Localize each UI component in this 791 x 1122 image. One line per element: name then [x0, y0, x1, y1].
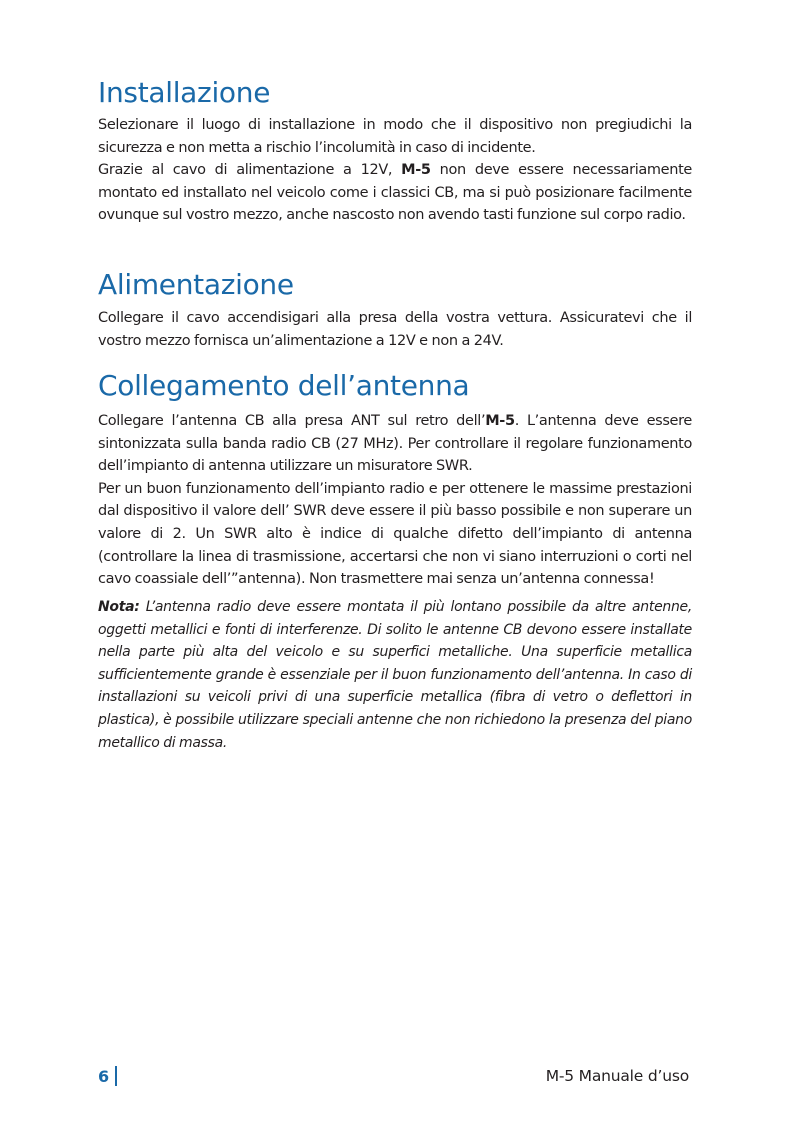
product-name: M-5: [485, 413, 515, 429]
heading-collegamento-antenna: Collegamento dell’antenna: [98, 369, 470, 402]
paragraph-text: non deve essere necessariamente montato ed installato nel veicolo come i classici CB, ma si può posizionare facilmente ovunque sul vostro mezzo, anche nascosto non avendo tasti funzione sul corpo radio.: [98, 162, 692, 224]
paragraph: [98, 307, 692, 352]
paragraph: [98, 478, 692, 591]
heading-installazione: Installazione: [98, 76, 271, 109]
section-installazione-body: [98, 114, 692, 227]
page-number-divider: [115, 1066, 117, 1086]
paragraph-text: Collegare il cavo accendisigari alla presa della vostra vettura. Assicuratevi che il vostro mezzo fornisca un’alimentazione a 12V e non a 24V.: [98, 310, 692, 349]
paragraph: [98, 114, 692, 159]
note-label: Nota:: [98, 599, 140, 615]
note-paragraph: [98, 596, 692, 754]
section-antenna-body: [98, 410, 692, 591]
paragraph: [98, 159, 692, 227]
paragraph: [98, 410, 692, 478]
page-number: [98, 1066, 117, 1086]
page-number-text: 6: [98, 1067, 110, 1086]
paragraph-text: Grazie al cavo di alimentazione a 12V,: [98, 162, 402, 179]
paragraph-text: Selezionare il luogo di installazione in modo che il dispositivo non pregiudichi la sicurezza e non metta a rischio l’incolumità in caso di incidente.: [98, 117, 692, 156]
paragraph-text: . L’antenna deve essere sintonizzata sulla banda radio CB (27 MHz). Per controllare il regolare funzionamento dell’impianto di antenna utilizzare un misuratore SWR.: [98, 413, 692, 475]
paragraph-text: Per un buon funzionamento dell’impianto radio e per ottenere le massime prestazioni dal dispositivo il valore dell’ SWR deve essere il più basso possibile e non superare un valore di 2. Un SWR alto è indice di qualche difetto dell’impianto di antenna (controllare la linea di trasmissione, accertarsi che non vi siano interruzioni o corti nel cavo coassiale dell’”antenna). Non trasmettere mai senza un’antenna connessa!: [98, 480, 692, 588]
heading-alimentazione: Alimentazione: [98, 268, 294, 301]
section-alimentazione-body: [98, 307, 692, 352]
product-name: M-5: [401, 162, 431, 179]
note-block: [98, 596, 692, 754]
footer-doc-title: M-5 Manuale d’uso: [545, 1067, 689, 1085]
note-text: L’antenna radio deve essere montata il più lontano possibile da altre antenne, oggetti metallici e fonti di interferenze. Di solito le antenne CB devono essere installate nella parte più alta del veicolo e su superfici metalliche. Una superficie metallica sufficientemente grande è essenziale per il buon funzionamento dell’antenna. In caso di installazioni su veicoli privi di una superficie metallica (fibra di vetro o deflettori in plastica), è possibile utilizzare speciali antenne che non richiedono la presenza del piano metallico di massa.: [98, 599, 692, 751]
paragraph-text: Collegare l’antenna CB alla presa ANT sul retro dell’: [98, 413, 486, 429]
